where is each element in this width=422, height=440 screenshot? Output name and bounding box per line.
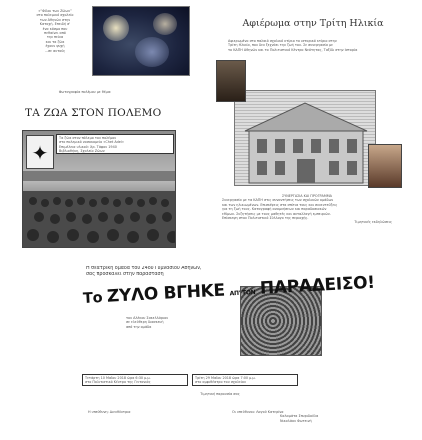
program-line: Τιμητικές εκδηλώσεις [354, 220, 392, 225]
elderly-tribute-intro [228, 39, 406, 52]
theater-intro-line: σας προσκαλεί στην παράσταση [86, 272, 164, 277]
banner-line: στο πολεμικό νοσοκομείο «Chet Adel» [59, 140, 124, 145]
play-title-prefix: Το [82, 290, 103, 307]
intro-line: Τρίτη Ηλικία, που δεν ξεχνάει την ζωή του. Σε συνεργασία με [228, 43, 333, 48]
poster-line: των Αθηνών στην [39, 17, 71, 22]
program-line: για τη ζωή τους. Καταγραφή αναμνήσεων και παραδοσιακών [222, 207, 327, 212]
animal-shape [153, 13, 177, 35]
animals-poster-photo [92, 6, 190, 76]
intro-line: Αφιερωμένο στο παλαιό σχολικό κτίριο το ιστορικό κτίριο στην [228, 39, 337, 43]
banner-line: Βιβλιοθήκη, Σχολείο Ζώων [59, 149, 105, 154]
program-line: και των ηλικιωμένων. Επισκέψεις στα σπίτια τους και συνεντεύξεις [222, 202, 338, 207]
play-title-connector: ΑΠ' ΤΟΝ [229, 288, 256, 298]
play-venue: στο Πολιτιστικό Κέντρο της Γειτονιάς [85, 380, 151, 385]
footer-left [88, 410, 198, 414]
poster-line: «“Φίλοι των Ζώων” [38, 9, 72, 13]
theater-intro-line: Η θεατρική ομάδα του 24ου Γυμνασίου Αθηνών, [86, 266, 202, 271]
play-date: Τετάρτη 10 Μαΐου 2018 ώρα 6:30 μ.μ. [85, 376, 151, 380]
play-date-box-2 [192, 374, 298, 386]
poster-line: έχουν ψυχή [45, 44, 65, 49]
elderly-portrait-left [216, 60, 246, 102]
footer-right-line: Καλαμάτα Σπυριδούλα [280, 414, 319, 419]
play-caption: Τιμητική παρουσία σας [200, 392, 240, 396]
poster-line: ένα κόσμο που [42, 26, 68, 31]
footer-right [232, 410, 342, 423]
animals-poster [20, 6, 190, 78]
program-line: Επίσκεψη στον Πολιτιστικό Σύλλογο της περιοχής. [222, 216, 309, 221]
animals-caption: Φωτογραφία πολέμου με θέμα: [58, 90, 112, 94]
footer-left-line: Η υπεύθυνη: Διευθύντρια [88, 410, 131, 414]
play-date-box-1 [82, 374, 188, 386]
eagle-icon: ✦ [26, 135, 54, 169]
program-line: εθίμων. Συζητήσεις με τους μαθητές και ανταλλαγή εμπειριών. [222, 211, 331, 216]
poster-line: και τα ζώα [45, 39, 65, 44]
elderly-portrait-right [368, 144, 402, 188]
glow-light [103, 15, 129, 41]
footer-right-line: Νικολάου Φωτεινή [280, 418, 312, 423]
play-credits [126, 316, 236, 329]
elderly-tribute-poster [216, 60, 412, 236]
banner-line: Τα ζώα στον πόλεμο του πολέμου [59, 136, 117, 140]
poster-line: πεθαίνει από [44, 31, 66, 36]
poster-line: ...σε αυτούς [44, 48, 66, 53]
credit-line: σε ελεύθερη διασκευή [126, 320, 164, 325]
building-drawing [235, 91, 377, 187]
poster-line: στο πολεμικό σχολείο [36, 13, 74, 18]
credit-line: του Αλέκου Σακελλάριου [126, 316, 169, 320]
play-title-end: ΠΑΡΑΔΕΙΣΟ! [259, 272, 376, 299]
play-venue: στο αμφιθέατρο του σχολείου [195, 380, 246, 385]
intro-line: το ΚΑΠΗ Αθηνών και το Πολιτιστικό Κέντρο Νεότητας, Ταξίδι στην Ιστορία [228, 47, 358, 52]
program-line: Συνεργασία με τα ΚΑΠΗ στις συναντήσεις των σχολικών ομάδων [222, 198, 334, 203]
war-poster-banner [56, 134, 174, 154]
section-title: ΤΑ ΖΩΑ ΣΤΟΝ ΠΟΛΕΜΟ [25, 107, 162, 119]
animals-poster-text [20, 9, 90, 77]
credit-line: από την ομάδα [126, 324, 152, 329]
figure-shape [135, 37, 169, 67]
war-photo-poster [22, 130, 176, 248]
elderly-tribute-title: Αφιέρωμα στην Τρίτη Ηλικία [242, 18, 384, 29]
footer-right-line: Οι υπεύθυνοι: Λαγού Κατερίνα [232, 410, 284, 414]
banner-line: Επιμέλεια υλικού: Χρ. Τάφου 1940 [59, 144, 117, 149]
school-building-sketch [234, 90, 376, 186]
play-poster [80, 270, 376, 385]
program-heading: ΣΥΝΕΡΓΑΣΙΑ ΚΑΙ ΠΡΟΓΡΑΜΜΑ [282, 194, 332, 198]
elderly-tribute-program [222, 194, 392, 225]
poster-line: Κατοχή. Επειδή σ' [39, 22, 71, 27]
poster-line: την πείνα [46, 35, 64, 40]
play-title-main: ΖΥΛΟ ΒΓΗΚΕ [106, 280, 226, 307]
play-date: Τρίτη 29 Μαΐου 2018 ώρα 7:00 μ.μ. [195, 376, 256, 380]
